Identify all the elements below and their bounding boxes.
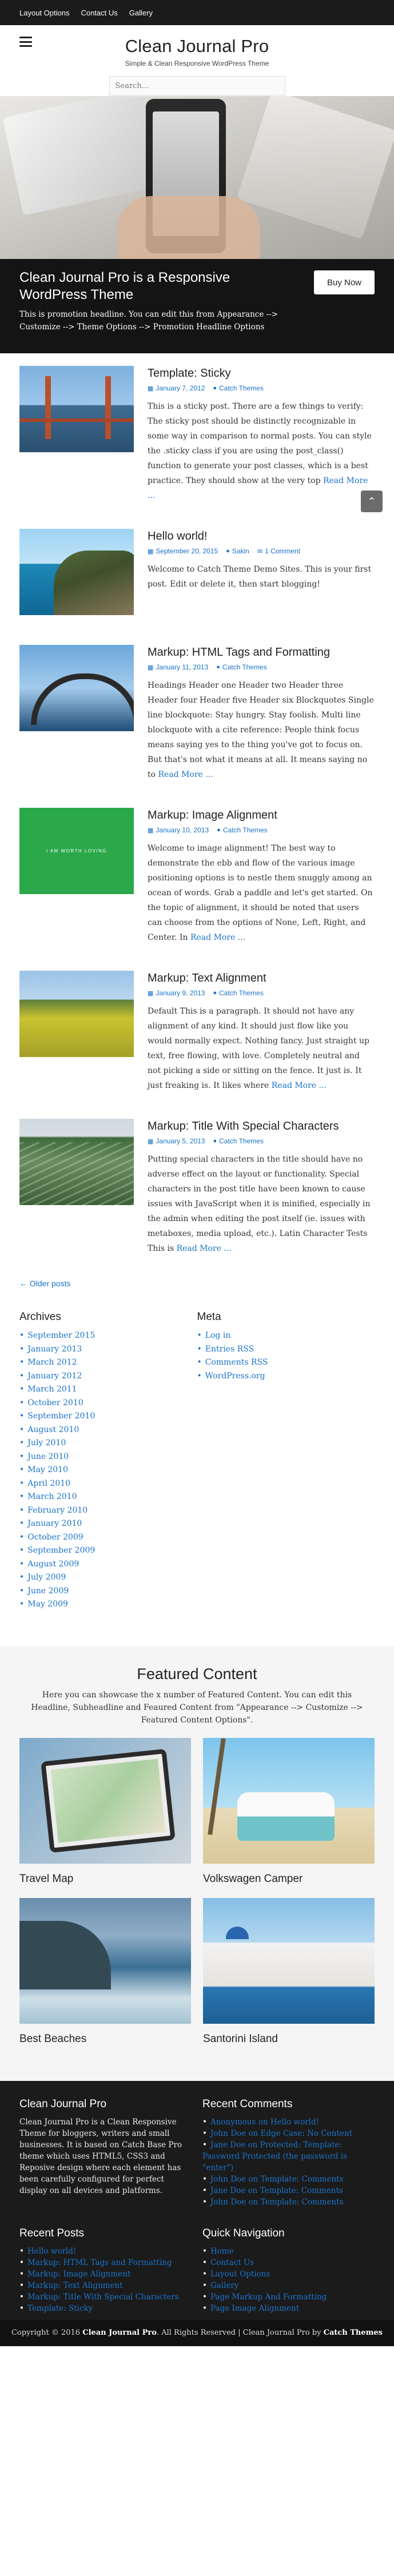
user-icon: ● bbox=[213, 990, 217, 996]
archive-item-link[interactable]: August 2010 bbox=[27, 1425, 79, 1434]
quick-nav-item bbox=[202, 2246, 380, 2257]
search-input[interactable] bbox=[110, 77, 285, 95]
quick-nav-item-link[interactable]: Home bbox=[210, 2246, 234, 2256]
recent-comment-item-link[interactable]: John Doe on Edge Case: No Content bbox=[210, 2128, 353, 2138]
post-date[interactable]: January 11, 2013 bbox=[156, 663, 209, 671]
footer-widget-title: Recent Posts bbox=[19, 2227, 84, 2239]
archive-item bbox=[19, 1585, 197, 1598]
archive-item-link[interactable]: May 2010 bbox=[27, 1465, 68, 1474]
meta-list bbox=[197, 1329, 375, 1383]
recent-comment-item-link[interactable]: Jane Doe on Protected: Template: Password Protected (the password is "enter") bbox=[202, 2140, 347, 2172]
buy-now-button[interactable]: Buy Now bbox=[314, 270, 375, 294]
nav-link-layout-options[interactable]: Layout Options bbox=[19, 8, 70, 17]
nav-link-gallery[interactable]: Gallery bbox=[129, 8, 153, 17]
recent-post-item bbox=[19, 2303, 202, 2314]
archive-item bbox=[19, 1504, 197, 1518]
archive-item-link[interactable]: January 2010 bbox=[27, 1519, 82, 1528]
quick-nav-item bbox=[202, 2280, 380, 2291]
archive-item bbox=[19, 1356, 197, 1370]
promo-headline: Clean Journal Pro is a Responsive WordPress Theme bbox=[19, 270, 230, 302]
calendar-icon: ▦ bbox=[148, 548, 154, 555]
post-item bbox=[19, 645, 375, 782]
archive-item-link[interactable]: March 2012 bbox=[27, 1358, 77, 1367]
recent-post-item bbox=[19, 2257, 202, 2268]
archive-item-link[interactable]: June 2009 bbox=[27, 1586, 69, 1596]
post-title[interactable]: Markup: HTML Tags and Formatting bbox=[148, 646, 331, 659]
quick-nav-item bbox=[202, 2303, 380, 2314]
recent-post-item bbox=[19, 2280, 202, 2291]
hero-image bbox=[0, 96, 394, 259]
scroll-up-icon[interactable]: ⌃ bbox=[361, 491, 383, 512]
post-author[interactable]: Catch Themes bbox=[222, 826, 268, 834]
post-excerpt: Headings Header one Header two Header three Header four Header five Header six Blockquotes Single line blockquote: Stay hungry. Stay foolish. Multi line blockquote with a cite reference: People think focus means saying yes to the thing you've got to focus on. But that's not what it means at all. It means saying no to bbox=[148, 681, 374, 779]
archive-item-link[interactable]: September 2009 bbox=[27, 1546, 95, 1555]
calendar-icon: ▦ bbox=[148, 827, 154, 834]
post-excerpt: Default This is a paragraph. It should not have any alignment of any kind. It should just flow like you would normally expect. Nothing fancy. Just straight up text, free flowing, with love. Completely neutral and not picking a side or sitting on the fence. It just is. It just freaking is. It likes where bbox=[148, 1007, 370, 1090]
older-posts-link[interactable]: ← Older posts bbox=[19, 1279, 71, 1288]
archive-item bbox=[19, 1329, 197, 1343]
archive-item-link[interactable]: May 2009 bbox=[27, 1600, 68, 1609]
archive-item bbox=[19, 1397, 197, 1410]
featured-caption[interactable]: Travel Map bbox=[19, 1872, 74, 1885]
post-item bbox=[19, 808, 375, 945]
post-author[interactable]: Catch Themes bbox=[219, 384, 264, 392]
footer-recent-comments bbox=[202, 2098, 380, 2208]
archive-item bbox=[19, 1517, 197, 1531]
post-date[interactable]: January 10, 2013 bbox=[156, 826, 209, 834]
post-author[interactable]: Catch Themes bbox=[222, 663, 267, 671]
post-comments[interactable]: 1 Comment bbox=[265, 547, 301, 555]
recent-post-item-link[interactable]: Markup: HTML Tags and Formatting bbox=[27, 2258, 172, 2267]
thumbnail-text: I AM WORTH LOVING bbox=[46, 848, 108, 854]
comment-icon: ✉ bbox=[257, 548, 263, 555]
post-thumbnail[interactable] bbox=[19, 645, 134, 731]
widget-title: Archives bbox=[19, 1311, 61, 1323]
sidebar-widgets bbox=[0, 1311, 394, 1612]
recent-comment-item-link[interactable]: John Doe on Template: Comments bbox=[210, 2197, 344, 2207]
archive-item bbox=[19, 1437, 197, 1450]
archive-item bbox=[19, 1544, 197, 1558]
copyright-credit-link[interactable]: Catch Themes bbox=[323, 2328, 383, 2337]
meta-item-link[interactable]: Log in bbox=[205, 1331, 231, 1340]
user-icon: ● bbox=[213, 1138, 217, 1145]
post-excerpt: This is a sticky post. There are a few things to verify: The sticky post should be distinctly recognizable in some way in comparison to normal posts. You can style the .sticky class if you are using the post_class() function to generate your post classes, which is a best practice. They should show at the very top bbox=[148, 402, 372, 485]
site-header bbox=[0, 25, 394, 96]
archive-item-link[interactable]: March 2010 bbox=[27, 1492, 77, 1501]
user-icon: ● bbox=[217, 827, 221, 834]
post-excerpt: Welcome to Catch Theme Demo Sites. This is your first post. Edit or delete it, then start blogging! bbox=[148, 565, 372, 589]
post-author[interactable]: Catch Themes bbox=[219, 989, 264, 997]
featured-item bbox=[203, 1898, 375, 2058]
top-navigation bbox=[0, 0, 394, 25]
promo-text: This is promotion headline. You can edit this from Appearance --> Customize --> Theme Options --> Promotion Headline Options bbox=[19, 310, 278, 332]
search-box bbox=[109, 76, 285, 95]
meta-item-link[interactable]: Entries RSS bbox=[205, 1344, 254, 1354]
footer-about bbox=[19, 2098, 202, 2208]
post-thumbnail[interactable] bbox=[19, 808, 134, 894]
calendar-icon: ▦ bbox=[148, 990, 154, 997]
recent-post-item bbox=[19, 2246, 202, 2257]
archive-item bbox=[19, 1490, 197, 1504]
user-icon: ● bbox=[226, 548, 230, 555]
recent-comment-item-link[interactable]: Anonymous on Hello world! bbox=[210, 2117, 320, 2127]
recent-comment-item bbox=[202, 2174, 380, 2185]
footer-widgets bbox=[0, 2081, 394, 2320]
read-more-link[interactable]: Read More ... bbox=[271, 1081, 327, 1090]
archive-item-link[interactable]: October 2009 bbox=[27, 1532, 83, 1542]
post-thumbnail[interactable] bbox=[19, 529, 134, 615]
archive-item bbox=[19, 1531, 197, 1545]
post-excerpt: Putting special characters in the title should have no adverse effect on the layout or functionality. Special characters in the post title have been known to cause issues with JavaScript when it is minified, especially in the admin when editing the post itself (ie. issues with metaboxes, media upload, etc.). Latin Character Tests This is bbox=[148, 1155, 371, 1253]
recent-posts-list bbox=[19, 2246, 202, 2314]
copyright-bar bbox=[0, 2320, 394, 2346]
quick-nav-item-link[interactable]: Gallery bbox=[210, 2280, 239, 2290]
archive-item bbox=[19, 1598, 197, 1612]
recent-post-item-link[interactable]: Markup: Text Alignment bbox=[27, 2280, 123, 2290]
recent-comment-item bbox=[202, 2139, 380, 2174]
recent-comment-item bbox=[202, 2196, 380, 2208]
promotion-headline bbox=[0, 259, 394, 353]
menu-toggle-icon[interactable] bbox=[19, 37, 32, 47]
site-tagline: Simple & Clean Responsive WordPress Theme bbox=[125, 59, 269, 67]
archive-item-link[interactable]: October 2010 bbox=[27, 1398, 83, 1407]
recent-post-item-link[interactable]: Template: Sticky bbox=[27, 2303, 93, 2313]
quick-nav-item-link[interactable]: Page Image Alignment bbox=[210, 2303, 300, 2313]
recent-comment-item-link[interactable]: John Doe on Template: Comments bbox=[210, 2174, 344, 2184]
quick-nav-item bbox=[202, 2268, 380, 2280]
post-item bbox=[19, 1119, 375, 1256]
nav-link-contact-us[interactable]: Contact Us bbox=[81, 8, 118, 17]
archive-item-link[interactable]: January 2012 bbox=[27, 1371, 82, 1381]
hero-keyboard bbox=[237, 96, 394, 240]
archive-item-link[interactable]: April 2010 bbox=[27, 1478, 71, 1488]
archives-widget bbox=[19, 1311, 197, 1612]
recent-comment-item-link[interactable]: Jane Doe on Template: Comments bbox=[210, 2186, 343, 2195]
archive-item bbox=[19, 1477, 197, 1491]
featured-caption[interactable]: Best Beaches bbox=[19, 2032, 87, 2045]
recent-comment-item bbox=[202, 2116, 380, 2128]
archive-item bbox=[19, 1423, 197, 1437]
footer-quick-navigation bbox=[202, 2227, 380, 2314]
featured-image[interactable] bbox=[203, 1898, 375, 2024]
archive-item bbox=[19, 1571, 197, 1585]
post-item bbox=[19, 366, 375, 503]
read-more-link[interactable]: Read More ... bbox=[158, 770, 213, 779]
archive-item bbox=[19, 1410, 197, 1423]
site-title[interactable]: Clean Journal Pro bbox=[125, 36, 269, 56]
quick-nav-item bbox=[202, 2257, 380, 2268]
post-author[interactable]: Catch Themes bbox=[219, 1137, 264, 1145]
copyright-site-link[interactable]: Clean Journal Pro bbox=[82, 2328, 157, 2337]
post-title[interactable]: Markup: Image Alignment bbox=[148, 809, 277, 822]
post-thumbnail[interactable] bbox=[19, 1119, 134, 1205]
post-title[interactable]: Markup: Title With Special Characters bbox=[148, 1120, 339, 1133]
archive-item-link[interactable]: September 2010 bbox=[27, 1411, 95, 1421]
meta-item bbox=[197, 1370, 375, 1383]
archive-item bbox=[19, 1558, 197, 1572]
featured-caption[interactable]: Volkswagen Camper bbox=[203, 1872, 303, 1885]
post-title[interactable]: Hello world! bbox=[148, 530, 208, 543]
post-thumbnail[interactable] bbox=[19, 366, 134, 452]
post-title[interactable]: Template: Sticky bbox=[148, 367, 231, 380]
archive-item-link[interactable]: March 2011 bbox=[27, 1385, 77, 1394]
post-list bbox=[0, 353, 394, 1256]
post-date[interactable]: September 20, 2015 bbox=[156, 547, 218, 555]
user-icon: ● bbox=[216, 664, 220, 671]
archive-item bbox=[19, 1370, 197, 1383]
calendar-icon: ▦ bbox=[148, 1138, 154, 1145]
read-more-link[interactable]: Read More ... bbox=[190, 933, 246, 942]
recent-comment-item bbox=[202, 2185, 380, 2196]
footer-widget-title: Recent Comments bbox=[202, 2098, 293, 2110]
featured-image[interactable] bbox=[203, 1738, 375, 1864]
featured-item bbox=[19, 1898, 191, 2058]
post-date[interactable]: January 9, 2013 bbox=[156, 989, 205, 997]
archive-item-link[interactable]: February 2010 bbox=[27, 1505, 88, 1515]
post-item bbox=[19, 971, 375, 1093]
post-author[interactable]: Sakin bbox=[232, 547, 249, 555]
recent-post-item-link[interactable]: Markup: Title With Special Characters bbox=[27, 2292, 179, 2302]
archives-list bbox=[19, 1329, 197, 1612]
featured-image[interactable] bbox=[19, 1898, 191, 2024]
archive-item bbox=[19, 1464, 197, 1477]
archive-item bbox=[19, 1343, 197, 1357]
quick-nav-item-link[interactable]: Page Markup And Formatting bbox=[210, 2292, 327, 2302]
featured-item bbox=[19, 1738, 191, 1898]
post-date[interactable]: January 7, 2012 bbox=[156, 384, 205, 392]
archive-item bbox=[19, 1383, 197, 1397]
widget-title: Meta bbox=[197, 1311, 221, 1323]
copyright-prefix: Copyright © 2016 bbox=[11, 2328, 81, 2337]
footer-recent-posts bbox=[19, 2227, 202, 2314]
archive-item-link[interactable]: July 2010 bbox=[27, 1438, 66, 1447]
post-date[interactable]: January 5, 2013 bbox=[156, 1137, 205, 1145]
post-excerpt: Welcome to image alignment! The best way to demonstrate the ebb and flow of the various image positioning options is to nestle them snuggly among an ocean of words. Grab a paddle and let's get started. On the topic of alignment, it should be noted that users can choose from the options of None, Left, Right, and Center. In bbox=[148, 844, 373, 942]
featured-image[interactable] bbox=[19, 1738, 191, 1864]
featured-description: Here you can showcase the x number of Featured Content. You can edit this Headline, Subheadline and Feaured Content from "Appearance --> Customize --> Featured Content Options". bbox=[31, 1690, 363, 1725]
post-title[interactable]: Markup: Text Alignment bbox=[148, 972, 266, 984]
recent-post-item-link[interactable]: Markup: Image Alignment bbox=[27, 2269, 131, 2279]
archive-item-link[interactable]: June 2010 bbox=[27, 1452, 69, 1461]
meta-item bbox=[197, 1343, 375, 1357]
quick-nav-item-link[interactable]: Contact Us bbox=[210, 2258, 254, 2267]
read-more-link[interactable]: Read More ... bbox=[148, 476, 368, 500]
meta-item bbox=[197, 1356, 375, 1370]
footer-widget-title: Quick Navigation bbox=[202, 2227, 285, 2239]
read-more-link[interactable]: Read More ... bbox=[176, 1244, 232, 1253]
meta-item-link[interactable]: Comments RSS bbox=[205, 1358, 268, 1367]
archive-item bbox=[19, 1450, 197, 1464]
meta-widget bbox=[197, 1311, 375, 1612]
featured-caption[interactable]: Santorini Island bbox=[203, 2032, 278, 2045]
footer-widget-title: Clean Journal Pro bbox=[19, 2098, 107, 2110]
calendar-icon: ▦ bbox=[148, 664, 154, 671]
calendar-icon: ▦ bbox=[148, 385, 154, 392]
hero-hand bbox=[117, 196, 260, 259]
featured-item bbox=[203, 1738, 375, 1898]
quick-nav-item bbox=[202, 2291, 380, 2303]
footer-about-text: Clean Journal Pro is a Clean Responsive Theme for bloggers, writers and small businesses. It is based on Catch Base Pro theme which uses HTML5, CSS3 and Reposive design where each element has been carefully configured for perfect display on all devices and platforms. bbox=[19, 2117, 182, 2195]
meta-item bbox=[197, 1329, 375, 1343]
recent-post-item-link[interactable]: Hello world! bbox=[27, 2246, 77, 2256]
recent-post-item bbox=[19, 2268, 202, 2280]
user-icon: ● bbox=[213, 385, 217, 392]
archive-item-link[interactable]: July 2009 bbox=[27, 1573, 66, 1582]
featured-title: Featured Content bbox=[137, 1665, 257, 1682]
featured-content bbox=[0, 1646, 394, 2081]
recent-post-item bbox=[19, 2291, 202, 2303]
recent-comment-item bbox=[202, 2128, 380, 2139]
quick-navigation-list bbox=[202, 2246, 380, 2314]
post-item bbox=[19, 529, 375, 615]
meta-item-link[interactable]: WordPress.org bbox=[205, 1371, 265, 1381]
quick-nav-item-link[interactable]: Layout Options bbox=[210, 2269, 270, 2279]
archive-item-link[interactable]: August 2009 bbox=[27, 1559, 79, 1569]
archive-item-link[interactable]: September 2015 bbox=[27, 1331, 95, 1340]
recent-comments-list bbox=[202, 2116, 380, 2208]
post-thumbnail[interactable] bbox=[19, 971, 134, 1057]
archive-item-link[interactable]: January 2013 bbox=[27, 1344, 82, 1354]
copyright-middle: . All Rights Reserved | Clean Journal Pro by bbox=[156, 2328, 321, 2337]
